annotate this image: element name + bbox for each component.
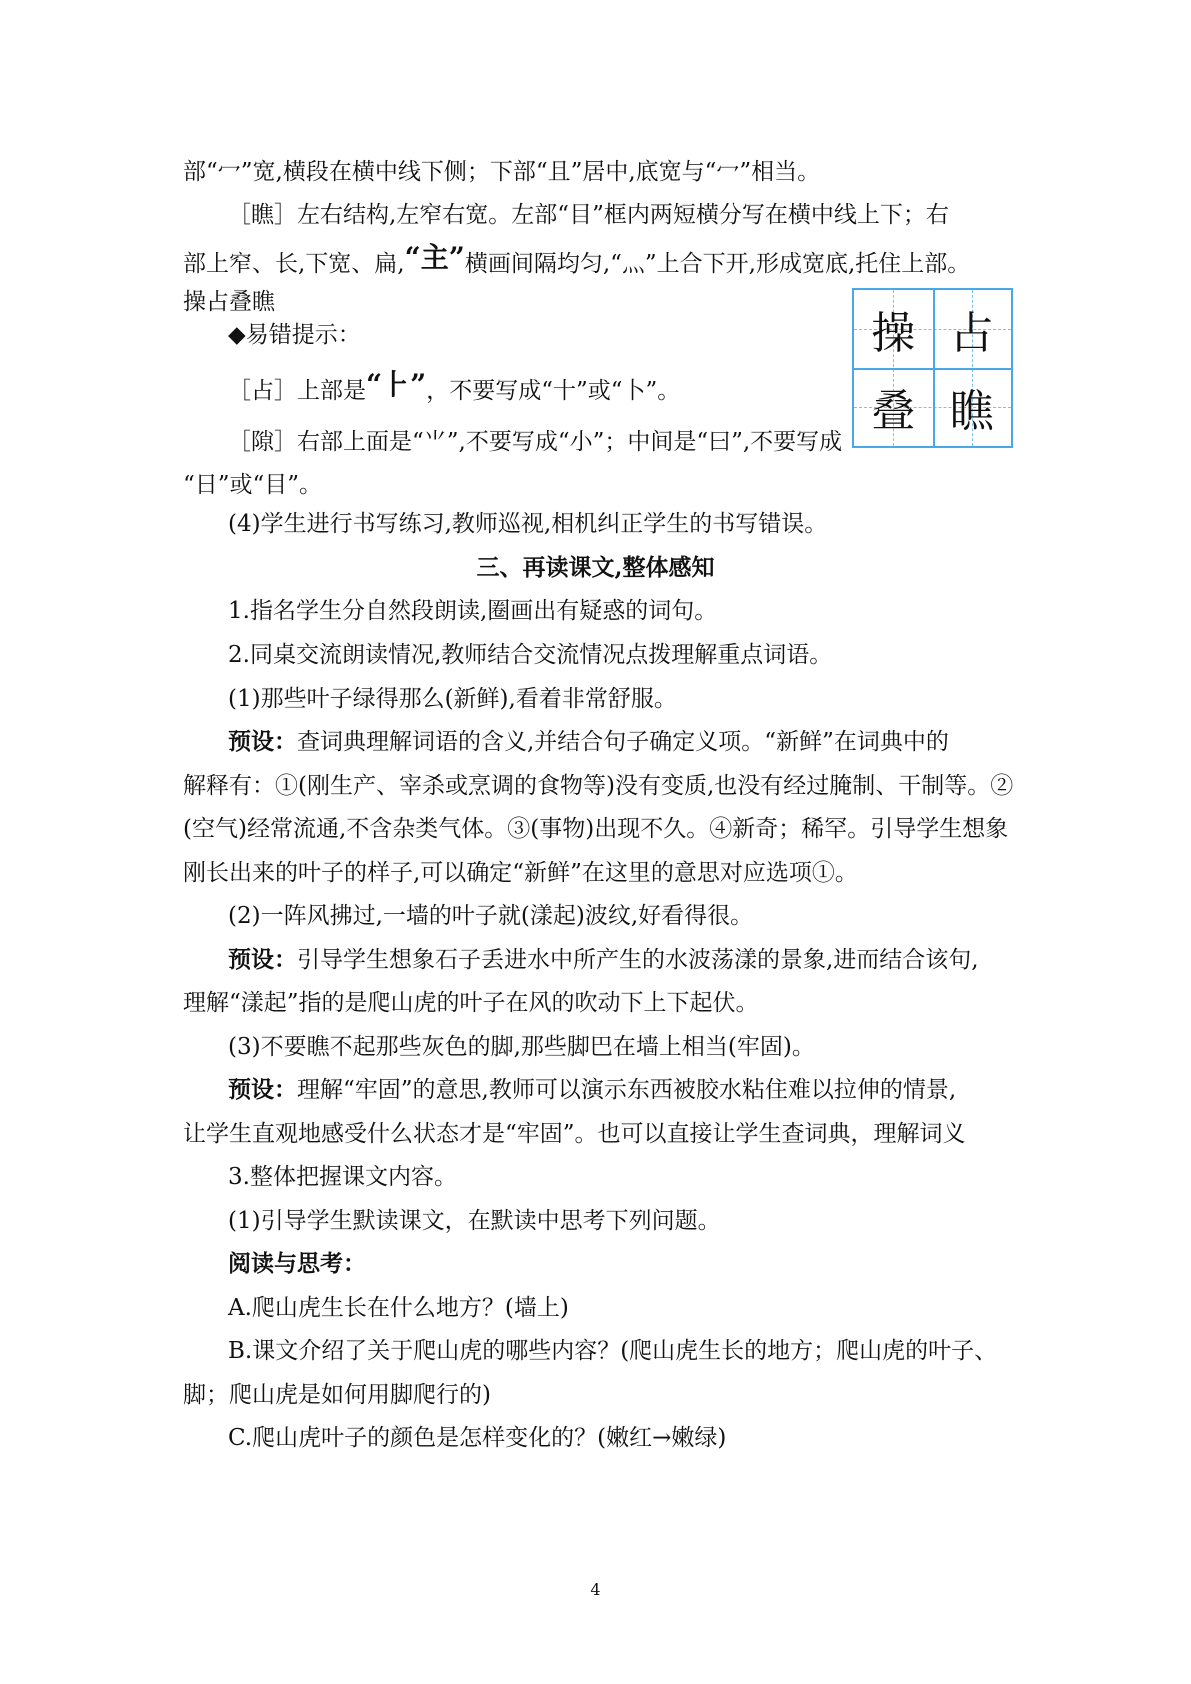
text-line — [228, 1075, 956, 1105]
character-grid — [852, 288, 1013, 448]
tip-heading: ◆易错提示： — [228, 322, 361, 348]
text-line: A.爬山虎生长在什么地方？(墙上) — [228, 1295, 569, 1321]
text-segment: 横画间隔均匀,“灬”上合下开,形成宽底,托住上部。 — [464, 251, 971, 277]
text-line: B.课文介绍了关于爬山虎的哪些内容？(爬山虎生长的地方；爬山虎的叶子、 — [228, 1338, 998, 1364]
section-heading: 三、再读课文,整体感知 — [476, 554, 715, 581]
page-number: 4 — [590, 1580, 601, 1599]
subheading: 阅读与思考： — [228, 1250, 366, 1277]
character-example: “⺊” — [366, 368, 427, 401]
preset-label: 预设： — [228, 1076, 297, 1103]
grid-character: 占 — [949, 308, 994, 359]
text-line: (1)引导学生默读课文，在默读中思考下列问题。 — [228, 1208, 721, 1234]
text-line — [228, 727, 949, 757]
text-line — [228, 370, 680, 406]
text-line: (空气)经常流通,不含杂类气体。③(事物)出现不久。④新奇；稀罕。引导学生想象 — [183, 816, 1009, 842]
text-line — [228, 945, 979, 975]
text-line: (4)学生进行书写练习,教师巡视,相机纠正学生的书写错误。 — [228, 511, 828, 537]
character-example: ⺌ — [423, 429, 447, 455]
grid-character: 操 — [871, 308, 916, 359]
text-line: 刚长出来的叶子的样子,可以确定“新鲜”在这里的意思对应选项①。 — [183, 860, 858, 886]
text-line: 部“冖”宽,横段在横中线下侧；下部“且”居中,底宽与“冖”相当。 — [183, 159, 821, 185]
text-line — [183, 243, 970, 279]
text-segment: 理解“牢固”的意思,教师可以演示东西被胶水粘住难以拉伸的情景, — [297, 1077, 957, 1103]
text-line: 脚；爬山虎是如何用脚爬行的) — [183, 1382, 491, 1408]
text-line: 3.整体把握课文内容。 — [228, 1164, 457, 1190]
text-line: “日”或“目”。 — [183, 472, 323, 498]
preset-label: 预设： — [228, 946, 297, 973]
text-line: ［瞧］左右结构,左窄右宽。左部“目”框内两短横分写在横中线上下；右 — [228, 202, 949, 228]
text-line: (3)不要瞧不起那些灰色的脚,那些脚巴在墙上相当(牢固)。 — [228, 1034, 815, 1060]
grid-character: 叠 — [871, 386, 916, 437]
text-line: 理解“漾起”指的是爬山虎的叶子在风的吹动下上下起伏。 — [183, 990, 759, 1016]
text-line — [228, 427, 842, 457]
character-example: “主” — [404, 241, 465, 274]
text-segment: 引导学生想象石子丢进水中所产生的水波荡漾的景象,进而结合该句, — [297, 947, 979, 973]
text-line: (2)一阵风拂过,一墙的叶子就(漾起)波纹,好看得很。 — [228, 903, 754, 929]
grid-character: 瞧 — [949, 386, 994, 437]
character-list: 操占叠瞧 — [183, 289, 275, 315]
text-line: (1)那些叶子绿得那么(新鲜),看着非常舒服。 — [228, 686, 677, 712]
text-segment: 部上窄、长,下宽、扁, — [183, 251, 405, 277]
text-segment: ［隙］右部上面是“ — [228, 429, 424, 455]
text-segment: ，不要写成“十”或“卜”。 — [426, 378, 681, 404]
text-line: 1.指名学生分自然段朗读,圈画出有疑惑的词句。 — [228, 598, 718, 624]
text-segment: ［占］上部是 — [228, 378, 366, 404]
text-segment: 查词典理解词语的含义,并结合句子确定义项。“新鲜”在词典中的 — [297, 729, 949, 755]
preset-label: 预设： — [228, 728, 297, 755]
text-line: 2.同桌交流朗读情况,教师结合交流情况点拨理解重点词语。 — [228, 642, 833, 668]
text-line: 让学生直观地感受什么状态才是“牢固”。也可以直接让学生查词典，理解词义 — [183, 1121, 966, 1147]
text-line: C.爬山虎叶子的颜色是怎样变化的？(嫩红→嫩绿) — [228, 1425, 727, 1451]
text-line: 解释有：①(刚生产、宰杀或烹调的食物等)没有变质,也没有经过腌制、干制等。② — [183, 773, 1014, 799]
text-segment: ”,不要写成“小”；中间是“曰”,不要写成 — [446, 429, 843, 455]
